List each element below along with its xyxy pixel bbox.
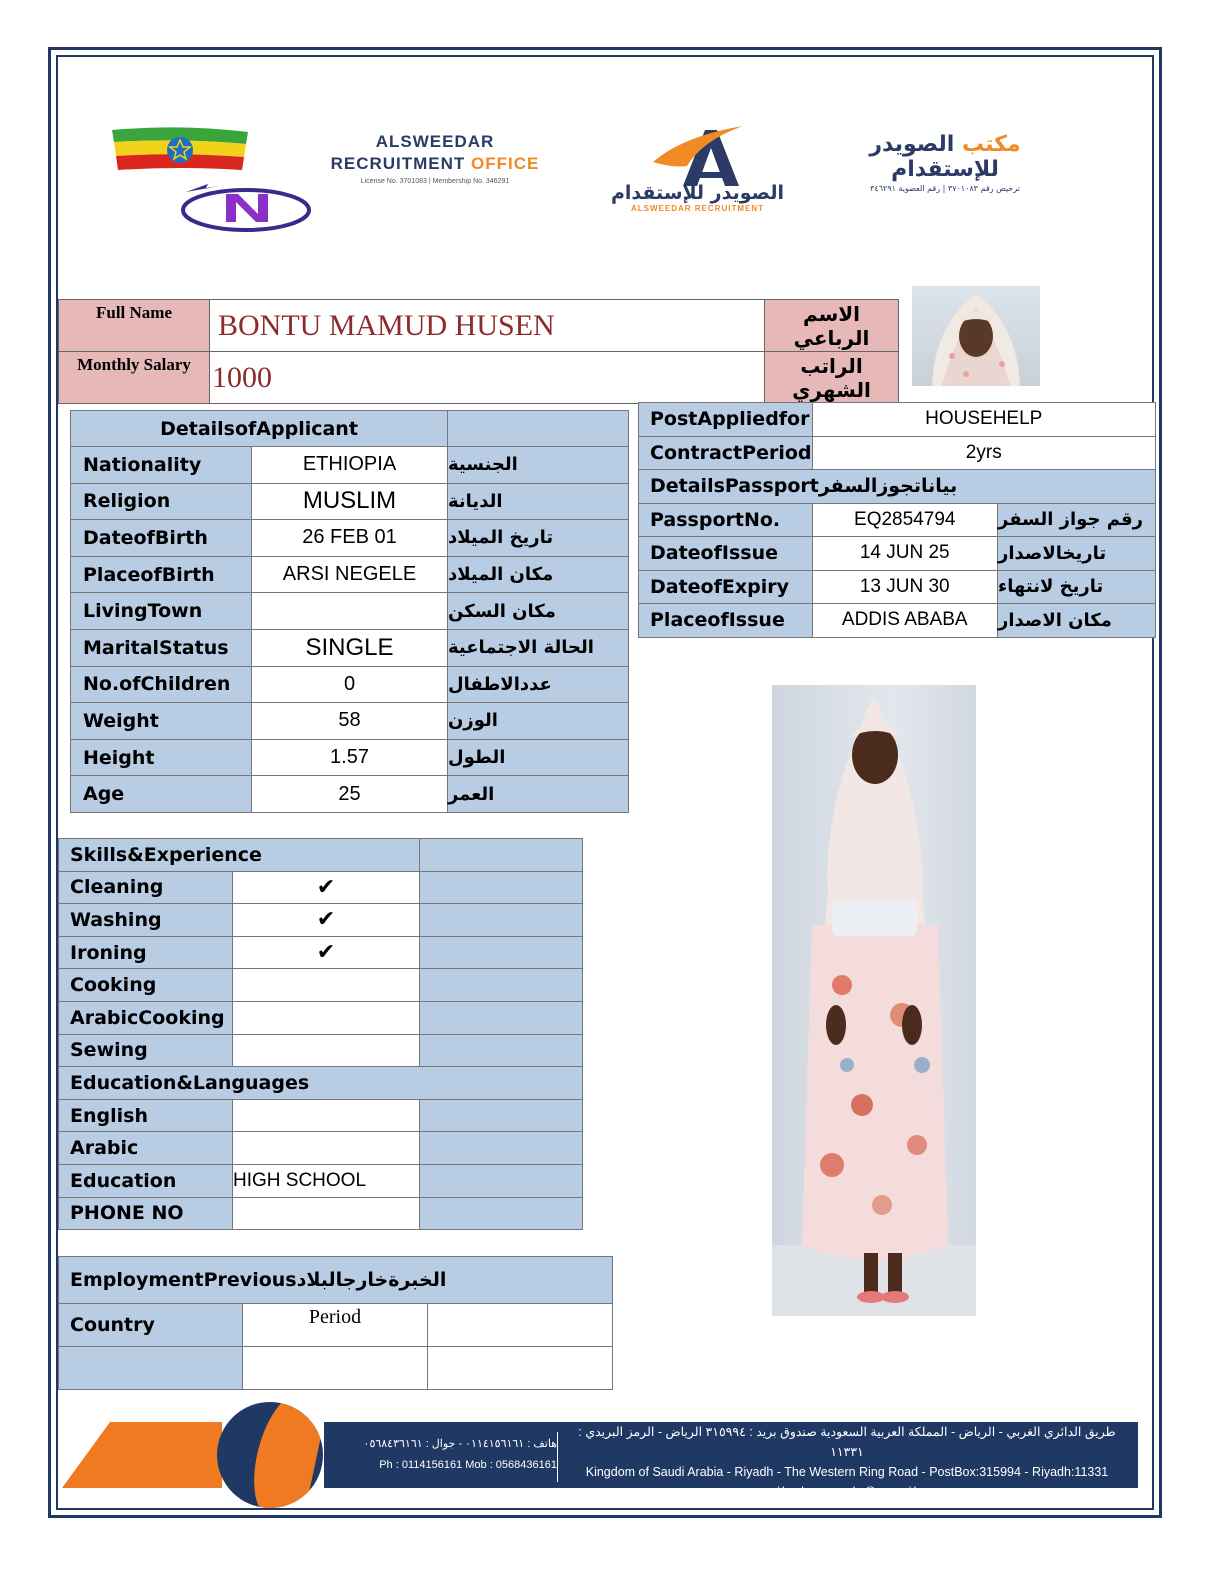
nationality-label-arabic: الجنسية: [448, 447, 629, 484]
footer-separator: [557, 1432, 558, 1482]
table-row: [71, 703, 629, 740]
details-title: DetailsofApplicant: [71, 411, 448, 447]
issue-date-label-arabic: تاريخالاصدار: [998, 537, 1156, 571]
skill-ironing-check: ✔: [233, 936, 420, 969]
skill-sewing-extra: [420, 1034, 583, 1067]
education-title: Education&Languages: [59, 1067, 583, 1100]
contract-label: ContractPeriod: [639, 436, 813, 470]
education-extra: [420, 1164, 583, 1197]
arabic-value: [233, 1132, 420, 1165]
n-logo-icon: [180, 180, 315, 232]
skill-cooking-check: [233, 969, 420, 1002]
table-row: [59, 1034, 583, 1067]
table-row: [71, 629, 629, 666]
office-name-line2: [320, 154, 550, 174]
phone-extra: [420, 1197, 583, 1230]
nationality-label: Nationality: [71, 447, 252, 484]
expiry-date-label-arabic: تاريخ لانتهاء: [998, 570, 1156, 604]
table-row: [71, 593, 629, 630]
table-row: [59, 1132, 583, 1165]
table-row: [71, 447, 629, 484]
passport-header: DetailsPassportبياناتجوزالسفر: [639, 470, 1156, 504]
footer-logo-icon: [217, 1402, 323, 1508]
employment-table: [58, 1256, 613, 1390]
office-brand-arabic: الصويدر للإستقدام: [869, 132, 999, 182]
center-logo-english: ALSWEEDAR RECRUITMENT: [631, 204, 764, 213]
table-row: [59, 1099, 583, 1132]
office-license-arabic: ترخيص رقم ٣٧٠١٠٨٣ | رقم العضوية ٣٤٦٢٩١: [870, 184, 1020, 193]
employment-title: EmploymentPreviousالخبرةخارجالبلاد: [59, 1257, 613, 1304]
salary-value: 1000: [210, 352, 765, 404]
religion-label: Religion: [71, 483, 252, 520]
skill-cleaning-check: ✔: [233, 871, 420, 904]
arabic-extra: [420, 1132, 583, 1165]
skill-arabic-cooking-extra: [420, 1001, 583, 1034]
full-name-label-arabic: الاسم الرباعي: [765, 300, 899, 352]
english-extra: [420, 1099, 583, 1132]
religion-value: MUSLIM: [252, 483, 448, 520]
employment-header-blank: [428, 1304, 613, 1347]
post-value: HOUSEHELP: [812, 403, 1156, 437]
salary-label: Monthly Salary: [59, 352, 210, 404]
children-value: 0: [252, 666, 448, 703]
religion-label-arabic: الديانة: [448, 483, 629, 520]
skill-washing-check: ✔: [233, 904, 420, 937]
footer-address: [567, 1422, 1127, 1502]
office-logo-english: [320, 132, 550, 192]
dob-label: DateofBirth: [71, 520, 252, 557]
details-table: [70, 410, 629, 813]
table-row: [71, 666, 629, 703]
period-label: Period: [243, 1304, 428, 1347]
expiry-date-label: DateofExpiry: [639, 570, 813, 604]
office-name-line1: ALSWEEDAR: [375, 132, 495, 151]
weight-value: 58: [252, 703, 448, 740]
passport-no-label: PassportNo.: [639, 503, 813, 537]
children-label: No.ofChildren: [71, 666, 252, 703]
skills-title-spacer: [420, 839, 583, 872]
skill-arabic-cooking-label: ArabicCooking: [59, 1001, 233, 1034]
full-name-label: Full Name: [59, 300, 210, 352]
employment-row-country: [59, 1347, 243, 1390]
passport-no-value: EQ2854794: [812, 503, 998, 537]
arabic-label: Arabic: [59, 1132, 233, 1165]
table-row: [59, 1001, 583, 1034]
contract-value: 2yrs: [812, 436, 1156, 470]
name-salary-table: [58, 299, 899, 404]
applicant-photo-portrait: [912, 286, 1040, 386]
pob-label: PlaceofBirth: [71, 556, 252, 593]
table-row: [59, 1197, 583, 1230]
post-label: PostAppliedfor: [639, 403, 813, 437]
country-label: Country: [59, 1304, 243, 1347]
table-row: [59, 969, 583, 1002]
phone-label: PHONE NO: [59, 1197, 233, 1230]
footer-phone-english: Ph : 0114156161 Mob : 0568436161: [379, 1459, 557, 1471]
children-label-arabic: عددالاطفال: [448, 666, 629, 703]
weight-label-arabic: الوزن: [448, 703, 629, 740]
applicant-photo-full: [772, 685, 976, 1316]
living-town-label-arabic: مكان السكن: [448, 593, 629, 630]
table-row: [59, 936, 583, 969]
center-logo: [605, 122, 790, 232]
details-title-spacer: [448, 411, 629, 447]
skill-arabic-cooking-check: [233, 1001, 420, 1034]
footer-address-arabic: طريق الدائري الغربي - الرياض - المملكة العربية السعودية صندوق بريد : ٣١٥٩٩٤ الرياض - الرمز البريدي : ١١٣٣١: [578, 1425, 1116, 1459]
employment-row-extra: [428, 1347, 613, 1390]
marital-status-label: MaritalStatus: [71, 629, 252, 666]
skills-table: [58, 838, 583, 1230]
age-label: Age: [71, 776, 252, 813]
skill-sewing-check: [233, 1034, 420, 1067]
english-value: [233, 1099, 420, 1132]
office-license: License No. 3701083 | Membership No. 346291: [360, 178, 510, 185]
issue-date-label: DateofIssue: [639, 537, 813, 571]
full-name-value: BONTU MAMUD HUSEN: [210, 300, 765, 352]
issue-place-label-arabic: مكان الاصدار: [998, 604, 1156, 638]
footer-email: e-mail:alssuaydr@gmail.com: [740, 1485, 954, 1499]
pob-value: ARSI NEGELE: [252, 556, 448, 593]
ethiopia-flag-icon: [110, 126, 250, 174]
skill-washing-extra: [420, 904, 583, 937]
height-label: Height: [71, 739, 252, 776]
center-logo-arabic: الصويدر للإستقدام: [610, 182, 785, 204]
skill-washing-label: Washing: [59, 904, 233, 937]
expiry-date-value: 13 JUN 30: [812, 570, 998, 604]
education-value: HIGH SCHOOL: [233, 1164, 420, 1197]
skill-ironing-extra: [420, 936, 583, 969]
passport-table: [638, 402, 1156, 638]
office-word-arabic: مكتب: [961, 132, 1021, 157]
marital-status-label-arabic: الحالة الاجتماعية: [448, 629, 629, 666]
living-town-label: LivingTown: [71, 593, 252, 630]
table-row: [639, 570, 1156, 604]
table-row: [59, 871, 583, 904]
table-row: [59, 1164, 583, 1197]
pob-label-arabic: مكان الميلاد: [448, 556, 629, 593]
issue-place-value: ADDIS ABABA: [812, 604, 998, 638]
office-logo-arabic: [815, 132, 1075, 193]
table-row: [639, 604, 1156, 638]
a-logo-icon: [643, 122, 753, 188]
age-label-arabic: العمر: [448, 776, 629, 813]
passport-no-label-arabic: رقم جواز السفر: [998, 503, 1156, 537]
weight-label: Weight: [71, 703, 252, 740]
skill-ironing-label: Ironing: [59, 936, 233, 969]
living-town-value: [252, 593, 448, 630]
footer-contact: [342, 1434, 557, 1476]
office-name-arabic: [815, 132, 1075, 182]
height-label-arabic: الطول: [448, 739, 629, 776]
salary-label-arabic: الراتب الشهري: [765, 352, 899, 404]
issue-place-label: PlaceofIssue: [639, 604, 813, 638]
dob-label-arabic: تاريخ الميلاد: [448, 520, 629, 557]
skill-cooking-label: Cooking: [59, 969, 233, 1002]
footer-address-english: Kingdom of Saudi Arabia - Riyadh - The Western Ring Road - PostBox:315994 - Riyadh:11331: [585, 1465, 1109, 1479]
phone-value: [233, 1197, 420, 1230]
issue-date-value: 14 JUN 25: [812, 537, 998, 571]
table-row: [71, 776, 629, 813]
office-name-recruitment: RECRUITMENT: [330, 154, 466, 173]
footer-orange-shape: [62, 1422, 222, 1488]
employment-row-period: [243, 1347, 428, 1390]
table-row: [71, 483, 629, 520]
table-row: [59, 904, 583, 937]
skill-cleaning-label: Cleaning: [59, 871, 233, 904]
skill-cooking-extra: [420, 969, 583, 1002]
dob-value: 26 FEB 01: [252, 520, 448, 557]
height-value: 1.57: [252, 739, 448, 776]
table-row: [639, 503, 1156, 537]
footer: [62, 1402, 1138, 1508]
education-label: Education: [59, 1164, 233, 1197]
marital-status-value: SINGLE: [252, 629, 448, 666]
age-value: 25: [252, 776, 448, 813]
english-label: English: [59, 1099, 233, 1132]
footer-phone-arabic: هاتف : ٠١١٤١٥٦١٦١ - جوال : ٠٥٦٨٤٣٦١٦١: [363, 1438, 557, 1450]
nationality-value: ETHIOPIA: [252, 447, 448, 484]
table-row: [639, 537, 1156, 571]
table-row: [71, 556, 629, 593]
office-name-office: OFFICE: [471, 154, 540, 173]
table-row: [71, 520, 629, 557]
skill-sewing-label: Sewing: [59, 1034, 233, 1067]
skill-cleaning-extra: [420, 871, 583, 904]
skills-title: Skills&Experience: [59, 839, 420, 872]
table-row: [71, 739, 629, 776]
